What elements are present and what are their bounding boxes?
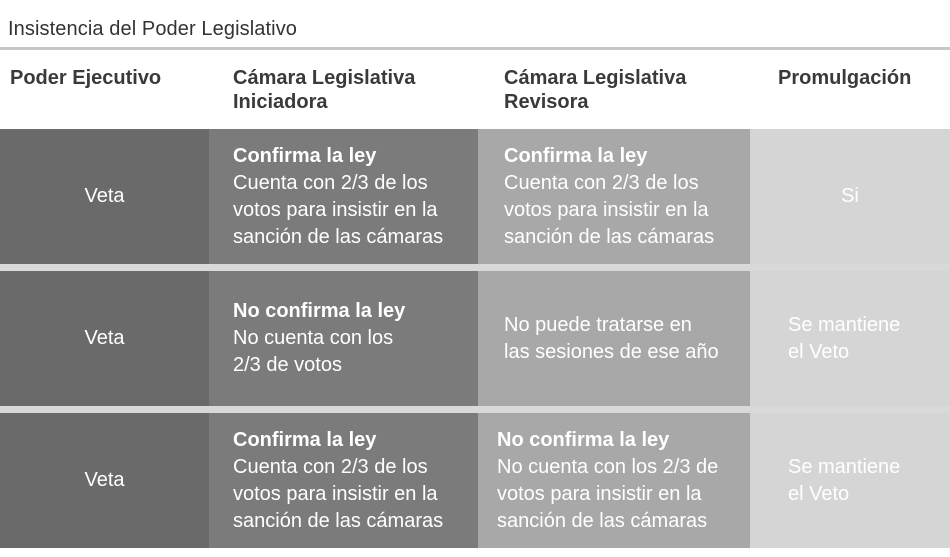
cell-line: No cuenta con los (233, 327, 394, 349)
cell-heading: No confirma la ley (233, 300, 406, 322)
cell-heading: Confirma la ley (233, 144, 377, 167)
cell-line: Cuenta con 2/3 de los (504, 171, 699, 194)
header-line: Promulgación (778, 67, 912, 89)
table-row (0, 271, 950, 406)
cell-line: Se mantiene (788, 455, 901, 478)
cell-line: votos para insistir en la (233, 482, 438, 505)
cell-line: el Veto (788, 340, 850, 363)
header-line: Cámara Legislativa (233, 67, 416, 89)
cell-line: votos para insistir en la (504, 198, 709, 221)
cell-line: votos para insistir en la (497, 482, 702, 505)
row-separator (0, 406, 950, 413)
cell-line: las sesiones de ese año (504, 340, 719, 363)
cell-line: Se mantiene (788, 313, 901, 336)
cell-text: Si (841, 185, 859, 207)
cell-text: Veta (84, 185, 125, 207)
cell-heading: Confirma la ley (504, 144, 648, 167)
cell-line: sanción de las cámaras (504, 225, 715, 248)
header-poder-ejecutivo (10, 66, 161, 90)
row-separator (0, 264, 950, 271)
cell-ejecutivo (0, 129, 209, 264)
table-row (0, 129, 950, 264)
cell-line: No puede tratarse en (504, 313, 692, 336)
cell-line: votos para insistir en la (233, 198, 438, 221)
header-camara-iniciadora (233, 66, 415, 114)
header-line: Cámara Legislativa (504, 67, 687, 89)
cell-line: sanción de las cámaras (497, 509, 708, 532)
cell-ejecutivo (0, 413, 209, 548)
cell-promulgacion (750, 271, 950, 406)
cell-line: sanción de las cámaras (233, 509, 444, 532)
cell-line: No cuenta con los 2/3 de (497, 455, 719, 478)
cell-ejecutivo (0, 271, 209, 406)
cell-revisora (478, 271, 750, 406)
cell-iniciadora (209, 129, 478, 264)
title-divider (0, 47, 950, 50)
header-line: Poder Ejecutivo (10, 67, 162, 89)
cell-line: sanción de las cámaras (233, 225, 444, 248)
cell-promulgacion (750, 129, 950, 264)
header-line: Iniciadora (233, 91, 328, 113)
header-promulgacion (778, 66, 911, 90)
cell-line: Cuenta con 2/3 de los (233, 455, 428, 478)
cell-iniciadora (209, 271, 478, 406)
cell-iniciadora (209, 413, 478, 548)
table-row (0, 413, 950, 548)
cell-heading: No confirma la ley (497, 428, 670, 451)
table-title: Insistencia del Poder Legislativo (8, 18, 298, 40)
cell-line: el Veto (788, 482, 850, 505)
cell-promulgacion (750, 413, 950, 548)
cell-revisora (478, 129, 750, 264)
header-camara-revisora (504, 66, 686, 114)
cell-line: 2/3 de votos (233, 354, 342, 376)
header-line: Revisora (504, 91, 589, 113)
cell-revisora (478, 413, 750, 548)
cell-text: Veta (84, 469, 125, 491)
cell-line: Cuenta con 2/3 de los (233, 171, 428, 194)
cell-heading: Confirma la ley (233, 428, 377, 451)
cell-text: Veta (84, 327, 125, 349)
